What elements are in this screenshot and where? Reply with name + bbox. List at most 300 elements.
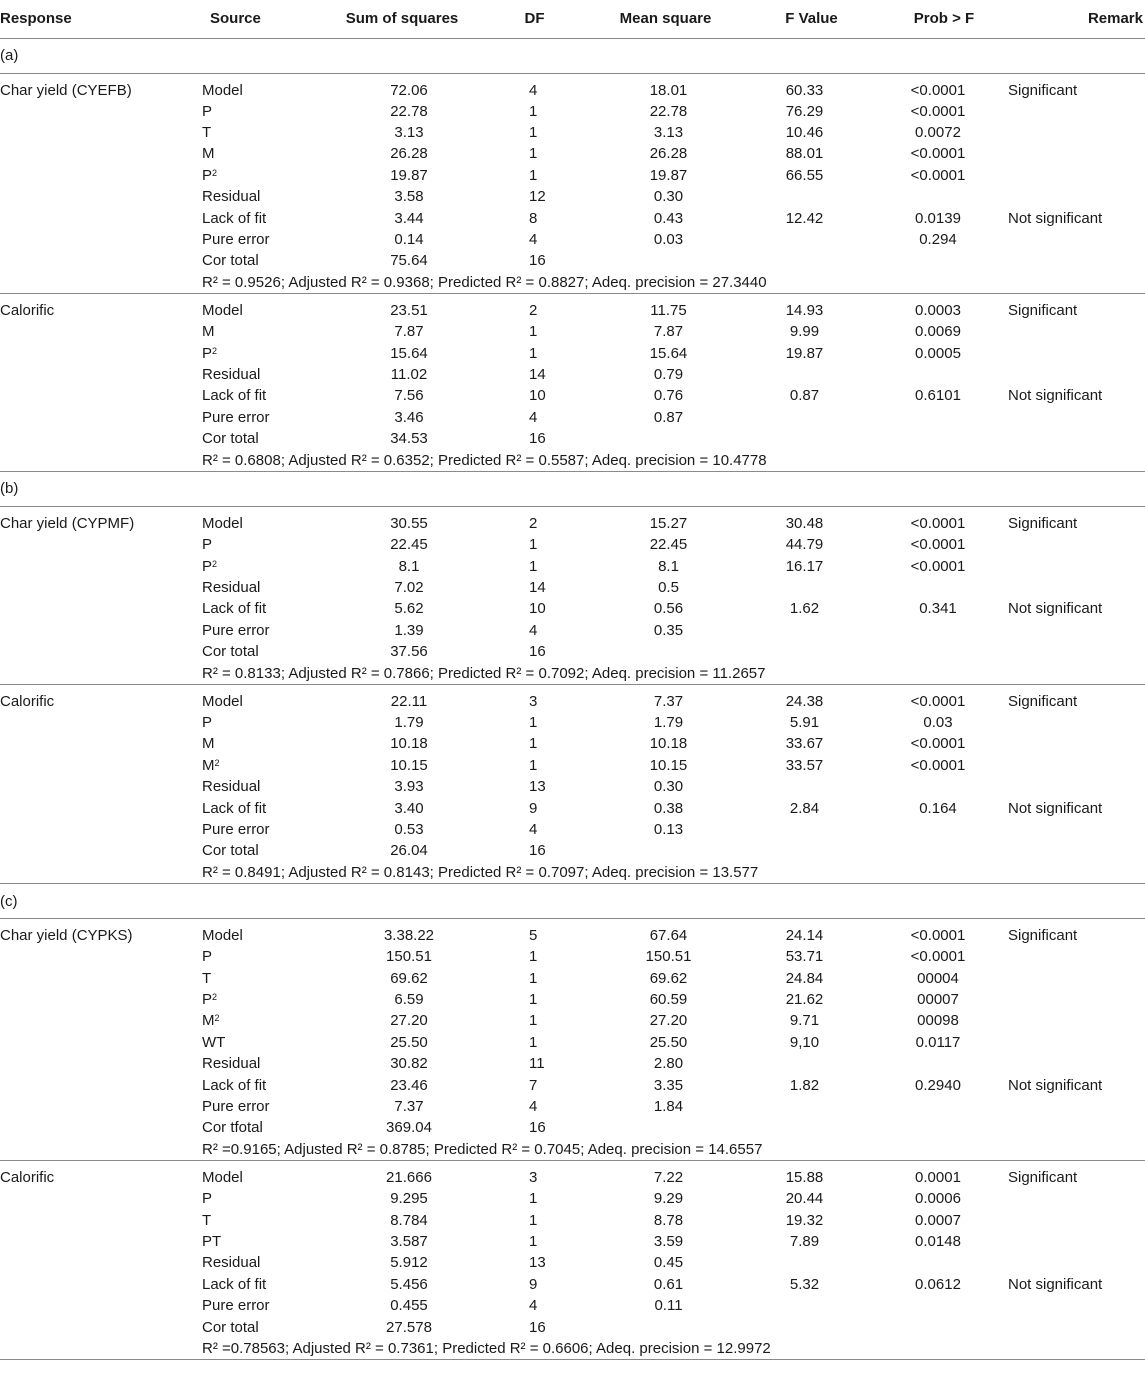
response-name: Char yield (CYPMF) <box>0 514 135 532</box>
table-row <box>0 428 1145 449</box>
source-label: Cor total <box>202 252 259 270</box>
source-label: Residual <box>202 188 261 206</box>
source-cell <box>202 919 327 947</box>
mean-square-cell: 10.15 <box>649 756 688 774</box>
df-cell: 1 <box>529 1033 538 1051</box>
source-label: M <box>202 1012 215 1030</box>
source-cell <box>202 1096 327 1117</box>
remark-cell <box>1004 1252 1145 1273</box>
summary-adeq: Adeq. precision = 14.6557 <box>587 1140 763 1158</box>
sum-of-squares-cell: 3.46 <box>394 408 424 426</box>
prob-f-cell: <0.0001 <box>910 948 966 966</box>
response-empty <box>0 1032 202 1053</box>
response-empty <box>0 620 202 641</box>
prob-f-cell: 0.0005 <box>915 344 961 362</box>
df-cell: 16 <box>529 1318 546 1336</box>
f-value-cell: 20.44 <box>785 1190 824 1208</box>
source-cell <box>202 776 327 797</box>
summary-row <box>0 449 1145 471</box>
section-label: (b) <box>0 471 1145 506</box>
summary-adj: Adjusted R² = 0.8785 <box>284 1140 426 1158</box>
sum-of-squares-cell: 22.45 <box>390 536 428 554</box>
table-row <box>0 343 1145 364</box>
table-row <box>0 534 1145 555</box>
source-label: P <box>202 536 213 554</box>
df-cell: 1 <box>529 102 538 120</box>
table-row <box>0 755 1145 776</box>
mean-square-cell: 9.29 <box>653 1190 684 1208</box>
prob-f-cell: 0.0003 <box>915 302 961 320</box>
remark-cell <box>1004 250 1145 271</box>
mean-square-cell: 0.76 <box>653 387 684 405</box>
df-cell: 10 <box>529 600 546 618</box>
df-cell: 12 <box>529 188 546 206</box>
f-value-cell <box>739 1316 884 1337</box>
table-row <box>0 555 1145 576</box>
response-empty <box>0 229 202 250</box>
remark-cell: Significant <box>1008 81 1078 99</box>
f-value-cell: 66.55 <box>785 166 824 184</box>
df-cell: 8 <box>529 209 538 227</box>
prob-f-cell: 0.341 <box>919 600 957 618</box>
source-cell <box>202 122 327 143</box>
source-cell <box>202 1117 327 1138</box>
sum-of-squares-cell: 69.62 <box>390 969 428 987</box>
df-cell: 16 <box>529 430 546 448</box>
f-value-cell <box>739 407 884 428</box>
table-header <box>0 0 1145 38</box>
f-value-cell: 14.93 <box>785 302 824 320</box>
table-row <box>0 733 1145 754</box>
source-label: Lack of fit <box>202 600 267 618</box>
source-cell <box>202 73 327 101</box>
sum-of-squares-cell: 1.79 <box>394 714 424 731</box>
header-source: Source <box>202 0 327 38</box>
source-cell <box>202 1053 327 1074</box>
mean-square-cell: 19.87 <box>649 166 688 184</box>
response-empty <box>0 143 202 164</box>
response-empty <box>0 989 202 1010</box>
source-cell <box>202 506 327 534</box>
df-cell: 13 <box>529 778 546 796</box>
source-label: Pure error <box>202 1297 270 1315</box>
mean-square-cell <box>592 428 739 449</box>
summary-adj: Adjusted R² = 0.8143 <box>288 863 430 881</box>
response-empty <box>0 733 202 754</box>
sum-of-squares-cell: 3.40 <box>394 799 424 817</box>
prob-f-cell: 00004 <box>917 969 959 987</box>
summary-stats <box>202 662 1145 684</box>
mean-square-cell: 15.27 <box>649 514 688 532</box>
source-cell <box>202 755 327 776</box>
source-cell <box>202 555 327 576</box>
df-cell: 4 <box>529 1297 538 1315</box>
df-cell: 16 <box>529 643 546 661</box>
summary-separator: ; <box>280 451 289 469</box>
prob-f-cell: <0.0001 <box>910 81 966 99</box>
table-row <box>0 1010 1145 1031</box>
sum-of-squares-cell: 1.39 <box>394 621 424 639</box>
source-cell <box>202 967 327 988</box>
summary-r2: R² = 0.9526 <box>202 273 281 291</box>
summary-r2: R² = 0.8491 <box>202 863 281 881</box>
source-label: Cor total <box>202 842 259 860</box>
f-value-cell <box>739 620 884 641</box>
sum-of-squares-cell: 0.53 <box>394 820 424 838</box>
df-cell: 1 <box>529 1233 538 1251</box>
f-value-cell: 16.17 <box>785 557 824 575</box>
sum-of-squares-cell: 150.51 <box>386 948 432 966</box>
df-cell: 14 <box>529 366 546 384</box>
table-row <box>0 1096 1145 1117</box>
source-label: T <box>202 124 212 142</box>
df-cell: 1 <box>529 557 538 575</box>
mean-square-cell: 0.56 <box>653 600 684 618</box>
response-empty <box>0 407 202 428</box>
response-empty <box>0 1316 202 1337</box>
source-cell <box>202 385 327 406</box>
source-cell <box>202 207 327 228</box>
df-cell: 7 <box>529 1076 538 1094</box>
table-row <box>0 1032 1145 1053</box>
source-label: Model <box>202 927 243 945</box>
source-superscript: 2 <box>212 992 218 1003</box>
source-label: Cor tfotal <box>202 1119 263 1137</box>
prob-f-cell: 0.164 <box>919 799 957 817</box>
mean-square-cell: 3.59 <box>653 1233 684 1251</box>
sum-of-squares-cell: 3.587 <box>390 1233 428 1251</box>
mean-square-cell: 3.35 <box>653 1076 684 1094</box>
table-row <box>0 1209 1145 1230</box>
remark-cell <box>1004 165 1145 186</box>
summary-r2: R² = 0.6808 <box>202 451 281 469</box>
f-value-cell <box>739 641 884 662</box>
prob-f-cell <box>884 641 1004 662</box>
table-row <box>0 776 1145 797</box>
source-label: P <box>202 714 213 731</box>
source-label: Pure error <box>202 231 270 249</box>
remark-cell <box>1004 577 1145 598</box>
header-mean-square: Mean square <box>592 0 739 38</box>
df-cell: 9 <box>529 1275 538 1293</box>
source-label: Pure error <box>202 408 270 426</box>
mean-square-cell: 1.84 <box>653 1097 684 1115</box>
table-row <box>0 364 1145 385</box>
response-name: Char yield (CYPKS) <box>0 927 133 945</box>
summary-empty <box>0 1338 202 1360</box>
remark-cell <box>1004 1096 1145 1117</box>
sum-of-squares-cell: 26.28 <box>390 145 428 163</box>
f-value-cell: 88.01 <box>785 145 824 163</box>
table-row <box>0 407 1145 428</box>
table-row <box>0 797 1145 818</box>
source-cell <box>202 1252 327 1273</box>
summary-separator: ; <box>429 863 439 881</box>
remark-cell <box>1004 343 1145 364</box>
response-empty <box>0 555 202 576</box>
df-cell: 9 <box>529 799 538 817</box>
f-value-cell <box>739 1252 884 1273</box>
summary-stats <box>202 272 1145 294</box>
summary-separator: ; <box>584 273 592 291</box>
df-cell: 1 <box>529 735 538 753</box>
source-label: Pure error <box>202 820 270 838</box>
response-empty <box>0 186 202 207</box>
header-df: DF <box>477 0 592 38</box>
response-empty <box>0 1053 202 1074</box>
table-row <box>0 321 1145 342</box>
remark-cell <box>1004 733 1145 754</box>
response-name: Char yield (CYEFB) <box>0 81 132 99</box>
table-row <box>0 598 1145 619</box>
source-cell <box>202 364 327 385</box>
mean-square-cell: 0.87 <box>653 408 684 426</box>
mean-square-cell: 0.45 <box>653 1254 684 1272</box>
source-label: M <box>202 145 215 163</box>
summary-pred: Predicted R² = 0.7045 <box>433 1140 581 1158</box>
source-cell <box>202 641 327 662</box>
response-empty <box>0 534 202 555</box>
prob-f-cell: 0.0117 <box>915 1033 961 1051</box>
table-row <box>0 506 1145 534</box>
df-cell: 3 <box>529 692 538 710</box>
sum-of-squares-cell: 27.578 <box>386 1318 432 1336</box>
response-empty <box>0 321 202 342</box>
summary-separator: ; <box>433 1340 443 1358</box>
f-value-cell <box>739 1053 884 1074</box>
sum-of-squares-cell: 0.14 <box>394 231 424 249</box>
sum-of-squares-cell: 27.20 <box>390 1012 428 1030</box>
sum-of-squares-cell: 3.13 <box>394 124 424 142</box>
summary-separator: ; <box>584 664 592 682</box>
f-value-cell: 76.29 <box>785 102 824 120</box>
df-cell: 4 <box>529 231 538 249</box>
table-row <box>0 1274 1145 1295</box>
source-cell <box>202 797 327 818</box>
mean-square-cell: 25.50 <box>649 1033 688 1051</box>
df-cell: 1 <box>529 124 538 142</box>
section-label-row <box>0 38 1145 73</box>
prob-f-cell: 0.0001 <box>915 1169 961 1187</box>
df-cell: 1 <box>529 948 538 966</box>
sum-of-squares-cell: 3.44 <box>394 209 424 227</box>
remark-cell <box>1004 776 1145 797</box>
df-cell: 4 <box>529 408 538 426</box>
remark-cell: Not significant <box>1008 600 1103 618</box>
response-empty <box>0 122 202 143</box>
f-value-cell <box>739 250 884 271</box>
f-value-cell: 15.88 <box>785 1169 824 1187</box>
prob-f-cell <box>884 819 1004 840</box>
table-row <box>0 1074 1145 1095</box>
response-empty <box>0 1096 202 1117</box>
table-row <box>0 122 1145 143</box>
prob-f-cell <box>884 776 1004 797</box>
prob-f-cell: 0.0072 <box>915 124 961 142</box>
df-cell: 2 <box>529 302 538 320</box>
sum-of-squares-cell: 7.37 <box>394 1097 424 1115</box>
summary-separator: ; <box>429 664 439 682</box>
source-cell <box>202 250 327 271</box>
mean-square-cell: 7.22 <box>653 1169 684 1187</box>
source-label: Residual <box>202 366 261 384</box>
mean-square-cell: 27.20 <box>649 1012 688 1030</box>
summary-row <box>0 1139 1145 1161</box>
source-label: Lack of fit <box>202 209 267 227</box>
summary-pred: Predicted R² = 0.8827 <box>438 273 585 291</box>
sum-of-squares-cell: 369.04 <box>386 1119 432 1137</box>
source-cell <box>202 1010 327 1031</box>
df-cell: 1 <box>529 756 538 774</box>
mean-square-cell: 8.1 <box>658 557 679 575</box>
mean-square-cell: 15.64 <box>649 344 688 362</box>
mean-square-cell: 0.43 <box>653 209 684 227</box>
df-cell: 3 <box>529 1169 538 1187</box>
table-row <box>0 207 1145 228</box>
mean-square-cell: 11.75 <box>650 302 687 320</box>
source-label: M <box>202 735 215 753</box>
sum-of-squares-cell: 26.04 <box>390 842 428 860</box>
source-label: P <box>202 1190 213 1208</box>
remark-cell <box>1004 555 1145 576</box>
prob-f-cell: 0.0006 <box>915 1190 961 1208</box>
mean-square-cell: 2.80 <box>653 1055 684 1073</box>
remark-cell <box>1004 1117 1145 1138</box>
remark-cell: Not significant <box>1008 799 1103 817</box>
response-empty <box>0 1074 202 1095</box>
source-cell <box>202 1274 327 1295</box>
sum-of-squares-cell: 15.64 <box>390 344 428 362</box>
sum-of-squares-cell: 25.50 <box>390 1033 428 1051</box>
remark-cell <box>1004 1188 1145 1209</box>
mean-square-cell: 0.13 <box>653 820 684 838</box>
f-value-cell <box>739 364 884 385</box>
table-row <box>0 989 1145 1010</box>
source-label: M <box>202 323 215 341</box>
remark-cell: Significant <box>1008 692 1078 710</box>
df-cell: 4 <box>529 820 538 838</box>
table-row <box>0 1252 1145 1273</box>
summary-stats <box>202 1139 1145 1161</box>
sum-of-squares-cell: 5.912 <box>390 1254 428 1272</box>
table-row <box>0 641 1145 662</box>
prob-f-cell <box>884 1053 1004 1074</box>
summary-stats <box>202 862 1145 884</box>
f-value-cell <box>739 577 884 598</box>
source-cell <box>202 1316 327 1337</box>
source-cell <box>202 1231 327 1252</box>
mean-square-cell: 7.37 <box>653 692 684 710</box>
section-label: (a) <box>0 38 1145 73</box>
prob-f-cell: 0.0148 <box>915 1233 961 1251</box>
df-cell: 4 <box>529 81 538 99</box>
sum-of-squares-cell: 9.295 <box>390 1190 428 1208</box>
source-cell <box>202 684 327 712</box>
response-name: Calorific <box>0 1169 55 1187</box>
source-label: Model <box>202 514 243 532</box>
remark-cell <box>1004 186 1145 207</box>
table-row <box>0 819 1145 840</box>
prob-f-cell: 0.0007 <box>915 1211 961 1229</box>
prob-f-cell: 0.2940 <box>915 1076 961 1094</box>
table-row <box>0 577 1145 598</box>
remark-cell <box>1004 364 1145 385</box>
summary-row <box>0 1338 1145 1360</box>
summary-row <box>0 272 1145 294</box>
f-value-cell: 9.71 <box>789 1012 820 1030</box>
summary-separator: ; <box>580 1140 588 1158</box>
f-value-cell: 5.32 <box>789 1275 820 1293</box>
sum-of-squares-cell: 6.59 <box>394 991 424 1009</box>
summary-adeq: Adeq. precision = 11.2657 <box>591 664 766 682</box>
source-label: Lack of fit <box>202 387 267 405</box>
summary-r2: R² =0.9165 <box>202 1140 277 1158</box>
source-cell <box>202 989 327 1010</box>
source-label: P <box>202 948 213 966</box>
prob-f-cell: <0.0001 <box>910 735 966 753</box>
source-superscript: 2 <box>212 167 218 178</box>
response-empty <box>0 577 202 598</box>
f-value-cell: 0.87 <box>789 387 820 405</box>
df-cell: 4 <box>529 1097 538 1115</box>
source-cell <box>202 1295 327 1316</box>
f-value-cell: 24.38 <box>785 692 824 710</box>
remark-cell <box>1004 840 1145 861</box>
table-row <box>0 294 1145 322</box>
summary-adj: Adjusted R² = 0.7361 <box>292 1340 434 1358</box>
source-superscript: 2 <box>212 345 218 356</box>
prob-f-cell: <0.0001 <box>910 166 966 184</box>
table-row <box>0 946 1145 967</box>
prob-f-cell <box>884 577 1004 598</box>
df-cell: 1 <box>529 714 538 731</box>
prob-f-cell: <0.0001 <box>910 692 966 710</box>
summary-separator: ; <box>280 664 289 682</box>
sum-of-squares-cell: 5.456 <box>390 1275 428 1293</box>
source-label: P <box>202 557 213 575</box>
remark-cell: Significant <box>1008 1169 1078 1187</box>
section-label: (c) <box>0 884 1145 919</box>
mean-square-cell <box>592 840 739 861</box>
remark-cell <box>1004 143 1145 164</box>
header-remark: Remark <box>1004 0 1145 38</box>
response-empty <box>0 101 202 122</box>
summary-separator: ; <box>280 863 289 881</box>
prob-f-cell: <0.0001 <box>910 536 966 554</box>
f-value-cell: 19.32 <box>785 1211 824 1229</box>
source-label: Model <box>202 1169 243 1187</box>
mean-square-cell: 10.18 <box>649 735 688 753</box>
summary-separator: ; <box>284 1340 293 1358</box>
response-empty <box>0 1295 202 1316</box>
remark-cell <box>1004 620 1145 641</box>
df-cell: 16 <box>529 842 546 860</box>
mean-square-cell <box>592 641 739 662</box>
source-label: Lack of fit <box>202 1076 267 1094</box>
df-cell: 1 <box>529 991 538 1009</box>
prob-f-cell: 0.294 <box>919 231 957 249</box>
df-cell: 13 <box>529 1254 546 1272</box>
source-cell <box>202 294 327 322</box>
df-cell: 1 <box>529 323 538 341</box>
remark-cell <box>1004 989 1145 1010</box>
table-body <box>0 38 1145 1360</box>
df-cell: 1 <box>529 344 538 362</box>
f-value-cell: 60.33 <box>785 81 824 99</box>
source-cell <box>202 733 327 754</box>
table-row <box>0 250 1145 271</box>
sum-of-squares-cell: 72.06 <box>390 81 428 99</box>
